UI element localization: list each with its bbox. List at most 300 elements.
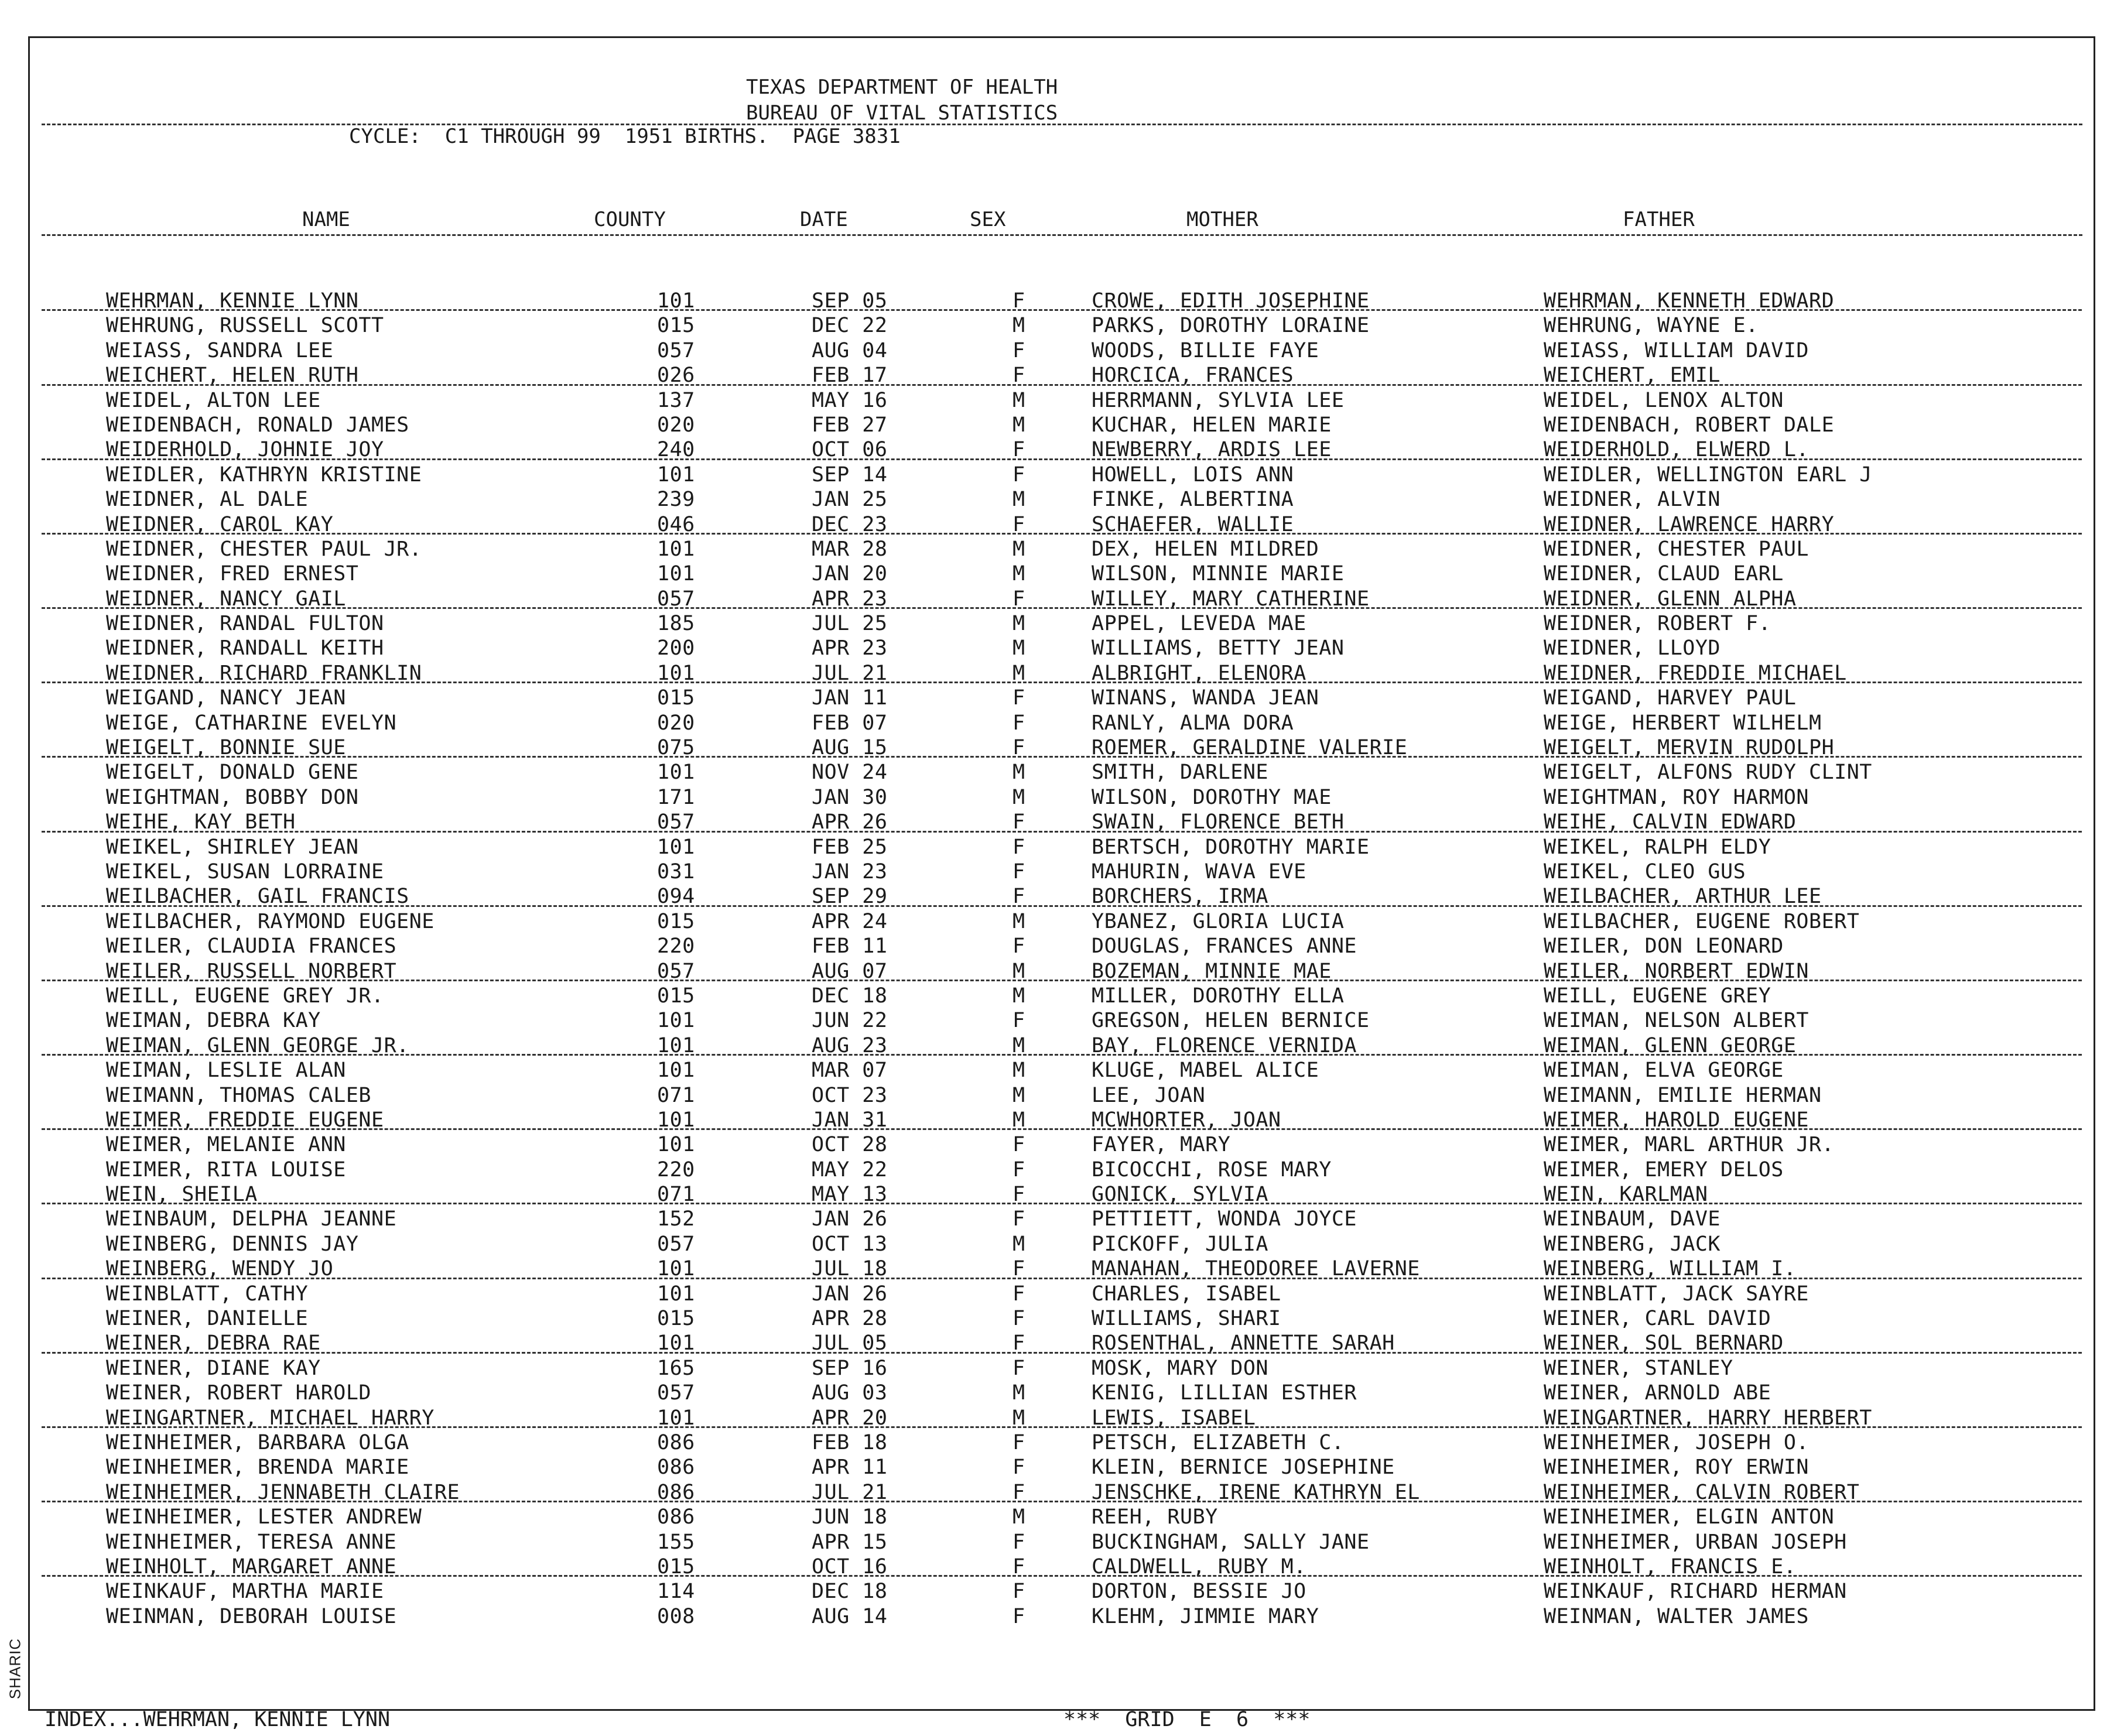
record-sex: M bbox=[1013, 1108, 1025, 1132]
record-name: WEINHEIMER, TERESA ANNE bbox=[106, 1530, 397, 1554]
record-date: JAN 20 bbox=[812, 562, 888, 586]
record-county: 171 bbox=[657, 785, 695, 809]
record-county: 086 bbox=[657, 1505, 695, 1529]
record-name: WEIMAN, GLENN GEORGE JR. bbox=[106, 1033, 409, 1057]
col-header-county: COUNTY bbox=[594, 208, 666, 231]
table-row bbox=[30, 1180, 2094, 1205]
grid-reference: *** GRID E 6 *** bbox=[1063, 1708, 1311, 1731]
record-father: WEIKEL, CLEO GUS bbox=[1544, 860, 1746, 884]
record-father: WEIN, KARLMAN bbox=[1544, 1183, 1708, 1207]
record-county: 101 bbox=[657, 537, 695, 561]
record-county: 185 bbox=[657, 612, 695, 636]
table-row bbox=[30, 1478, 2094, 1503]
record-name: WEIDNER, RANDAL FULTON bbox=[106, 612, 384, 636]
record-father: WEIDNER, ROBERT F. bbox=[1544, 612, 1771, 636]
record-sex: F bbox=[1013, 1307, 1025, 1331]
record-name: WEINER, ROBERT HAROLD bbox=[106, 1381, 372, 1405]
record-mother: SMITH, DARLENE bbox=[1092, 761, 1269, 785]
record-county: 057 bbox=[657, 810, 695, 834]
record-name: WEIDENBACH, RONALD JAMES bbox=[106, 413, 409, 437]
record-father: WEIDENBACH, ROBERT DALE bbox=[1544, 413, 1835, 437]
record-father: WEIDEL, LENOX ALTON bbox=[1544, 388, 1784, 412]
table-row bbox=[30, 1503, 2094, 1528]
record-sex: M bbox=[1013, 959, 1025, 983]
record-county: 015 bbox=[657, 984, 695, 1008]
record-name: WEINHEIMER, LESTER ANDREW bbox=[106, 1505, 422, 1529]
record-county: 101 bbox=[657, 463, 695, 487]
record-date: OCT 06 bbox=[812, 438, 888, 462]
record-father: WEINER, STANLEY bbox=[1544, 1356, 1733, 1380]
record-date: FEB 11 bbox=[812, 934, 888, 958]
record-mother: WILSON, DOROTHY MAE bbox=[1092, 785, 1332, 809]
record-county: 015 bbox=[657, 686, 695, 710]
record-county: 101 bbox=[657, 1282, 695, 1306]
record-mother: ROEMER, GERALDINE VALERIE bbox=[1092, 736, 1408, 760]
record-county: 101 bbox=[657, 1059, 695, 1083]
record-mother: ROSENTHAL, ANNETTE SARAH bbox=[1092, 1331, 1395, 1355]
record-name: WEINER, DIANE KAY bbox=[106, 1356, 321, 1380]
record-name: WEILER, RUSSELL NORBERT bbox=[106, 959, 397, 983]
record-mother: BAY, FLORENCE VERNIDA bbox=[1092, 1033, 1357, 1057]
record-date: DEC 18 bbox=[812, 1580, 888, 1604]
record-name: WEINMAN, DEBORAH LOUISE bbox=[106, 1604, 397, 1628]
table-row bbox=[30, 1032, 2094, 1056]
record-county: 015 bbox=[657, 909, 695, 933]
record-mother: APPEL, LEVEDA MAE bbox=[1092, 612, 1306, 636]
record-date: MAR 07 bbox=[812, 1059, 888, 1083]
record-sex: M bbox=[1013, 1505, 1025, 1529]
table-row bbox=[30, 361, 2094, 386]
record-mother: DEX, HELEN MILDRED bbox=[1092, 537, 1319, 561]
record-mother: SCHAEFER, WALLIE bbox=[1092, 512, 1294, 536]
record-father: WEILL, EUGENE GREY bbox=[1544, 984, 1771, 1008]
record-county: 101 bbox=[657, 1033, 695, 1057]
record-date: APR 26 bbox=[812, 810, 888, 834]
record-date: JUL 21 bbox=[812, 661, 888, 685]
record-date: APR 28 bbox=[812, 1307, 888, 1331]
record-date: APR 15 bbox=[812, 1530, 888, 1554]
record-date: JUN 22 bbox=[812, 1009, 888, 1033]
table-row bbox=[30, 411, 2094, 436]
record-mother: REEH, RUBY bbox=[1092, 1505, 1218, 1529]
record-county: 057 bbox=[657, 587, 695, 611]
record-name: WEINER, DANIELLE bbox=[106, 1307, 309, 1331]
page-number: 3831 bbox=[852, 125, 901, 148]
side-stamp bbox=[4, 1634, 27, 1704]
record-sex: F bbox=[1013, 711, 1025, 735]
table-row bbox=[30, 709, 2094, 734]
record-sex: F bbox=[1013, 885, 1025, 909]
record-father: WEINHEIMER, URBAN JOSEPH bbox=[1544, 1530, 1847, 1554]
table-row bbox=[30, 758, 2094, 783]
record-date: MAY 13 bbox=[812, 1183, 888, 1207]
record-father: WEINHEIMER, CALVIN ROBERT bbox=[1544, 1480, 1860, 1504]
record-father: WEIGHTMAN, ROY HARMON bbox=[1544, 785, 1810, 809]
table-row bbox=[30, 1156, 2094, 1180]
record-county: 114 bbox=[657, 1580, 695, 1604]
table-row bbox=[30, 1081, 2094, 1106]
record-father: WEHRUNG, WAYNE E. bbox=[1544, 314, 1759, 338]
record-date: JUL 25 bbox=[812, 612, 888, 636]
record-father: WEIMER, EMERY DELOS bbox=[1544, 1158, 1784, 1182]
record-mother: WINANS, WANDA JEAN bbox=[1092, 686, 1319, 710]
record-father: WEIGELT, MERVIN RUDOLPH bbox=[1544, 736, 1835, 760]
record-mother: DOUGLAS, FRANCES ANNE bbox=[1092, 934, 1357, 958]
table-row bbox=[30, 1453, 2094, 1478]
record-father: WEINBERG, JACK bbox=[1544, 1232, 1721, 1256]
record-county: 101 bbox=[657, 761, 695, 785]
table-row bbox=[30, 882, 2094, 907]
record-name: WEILBACHER, RAYMOND EUGENE bbox=[106, 909, 435, 933]
cycle-range: C1 THROUGH 99 bbox=[444, 125, 601, 148]
record-mother: PARKS, DOROTHY LORAINE bbox=[1092, 314, 1370, 338]
record-father: WEINER, ARNOLD ABE bbox=[1544, 1381, 1771, 1405]
record-mother: WOODS, BILLIE FAYE bbox=[1092, 338, 1319, 362]
index-line: INDEX...WEHRMAN, KENNIE LYNN bbox=[45, 1708, 391, 1731]
record-county: 155 bbox=[657, 1530, 695, 1554]
record-father: WEIDLER, WELLINGTON EARL J bbox=[1544, 463, 1872, 487]
record-name: WEIMAN, DEBRA KAY bbox=[106, 1009, 321, 1033]
record-father: WEIGELT, ALFONS RUDY CLINT bbox=[1544, 761, 1872, 785]
record-date: APR 24 bbox=[812, 909, 888, 933]
record-sex: F bbox=[1013, 1554, 1025, 1579]
record-sex: M bbox=[1013, 1381, 1025, 1405]
record-name: WEINGARTNER, MICHAEL HARRY bbox=[106, 1406, 435, 1430]
record-date: FEB 27 bbox=[812, 413, 888, 437]
record-mother: NEWBERRY, ARDIS LEE bbox=[1092, 438, 1332, 462]
record-county: 240 bbox=[657, 438, 695, 462]
record-father: WEIASS, WILLIAM DAVID bbox=[1544, 338, 1810, 362]
record-date: OCT 13 bbox=[812, 1232, 888, 1256]
record-sex: F bbox=[1013, 1009, 1025, 1033]
record-name: WEIDNER, FRED ERNEST bbox=[106, 562, 359, 586]
record-date: OCT 23 bbox=[812, 1083, 888, 1107]
record-date: AUG 03 bbox=[812, 1381, 888, 1405]
table-row bbox=[30, 1255, 2094, 1279]
record-name: WEIMER, MELANIE ANN bbox=[106, 1133, 346, 1157]
record-date: JUL 18 bbox=[812, 1257, 888, 1281]
record-mother: KLEHM, JIMMIE MARY bbox=[1092, 1604, 1319, 1628]
record-father: WEIDNER, LLOYD bbox=[1544, 636, 1721, 660]
record-county: 137 bbox=[657, 388, 695, 412]
table-row bbox=[30, 1404, 2094, 1429]
record-mother: FAYER, MARY bbox=[1092, 1133, 1231, 1157]
record-name: WEILER, CLAUDIA FRANCES bbox=[106, 934, 397, 958]
record-date: APR 23 bbox=[812, 587, 888, 611]
record-sex: F bbox=[1013, 1331, 1025, 1355]
page-frame bbox=[28, 36, 2095, 1731]
record-date: JAN 26 bbox=[812, 1207, 888, 1231]
bureau-title: BUREAU OF VITAL STATISTICS bbox=[746, 101, 1058, 125]
record-father: WEINGARTNER, HARRY HERBERT bbox=[1544, 1406, 1872, 1430]
record-date: JAN 23 bbox=[812, 860, 888, 884]
record-county: 101 bbox=[657, 835, 695, 859]
record-name: WEINKAUF, MARTHA MARIE bbox=[106, 1580, 384, 1604]
record-mother: WILLIAMS, BETTY JEAN bbox=[1092, 636, 1345, 660]
record-name: WEIDLER, KATHRYN KRISTINE bbox=[106, 463, 422, 487]
record-county: 071 bbox=[657, 1183, 695, 1207]
record-name: WEIDNER, AL DALE bbox=[106, 488, 309, 512]
record-name: WEIMER, RITA LOUISE bbox=[106, 1158, 346, 1182]
record-name: WEIKEL, SUSAN LORRAINE bbox=[106, 860, 384, 884]
record-mother: LEWIS, ISABEL bbox=[1092, 1406, 1256, 1430]
col-header-father: FATHER bbox=[1623, 208, 1695, 231]
record-name: WEINBERG, DENNIS JAY bbox=[106, 1232, 359, 1256]
record-date: DEC 18 bbox=[812, 984, 888, 1008]
record-county: 165 bbox=[657, 1356, 695, 1380]
record-name: WEINBAUM, DELPHA JEANNE bbox=[106, 1207, 397, 1231]
record-father: WEINBERG, WILLIAM I. bbox=[1544, 1257, 1797, 1281]
record-sex: F bbox=[1013, 512, 1025, 536]
record-mother: HORCICA, FRANCES bbox=[1092, 364, 1294, 388]
record-sex: M bbox=[1013, 1406, 1025, 1430]
record-mother: KENIG, LILLIAN ESTHER bbox=[1092, 1381, 1357, 1405]
record-type: 1951 BIRTHS. bbox=[624, 125, 769, 148]
record-name: WEIMER, FREDDIE EUGENE bbox=[106, 1108, 384, 1132]
record-sex: F bbox=[1013, 364, 1025, 388]
record-sex: M bbox=[1013, 612, 1025, 636]
record-name: WEIGHTMAN, BOBBY DON bbox=[106, 785, 359, 809]
table-row bbox=[30, 932, 2094, 957]
record-mother: RANLY, ALMA DORA bbox=[1092, 711, 1294, 735]
record-date: OCT 28 bbox=[812, 1133, 888, 1157]
record-sex: M bbox=[1013, 785, 1025, 809]
record-father: WEIHE, CALVIN EDWARD bbox=[1544, 810, 1797, 834]
table-row bbox=[30, 337, 2094, 361]
record-sex: M bbox=[1013, 488, 1025, 512]
record-name: WEIMANN, THOMAS CALEB bbox=[106, 1083, 372, 1107]
record-date: AUG 14 bbox=[812, 1604, 888, 1628]
record-father: WEINHEIMER, JOSEPH O. bbox=[1544, 1430, 1810, 1454]
record-name: WEIDERHOLD, JOHNIE JOY bbox=[106, 438, 384, 462]
record-county: 086 bbox=[657, 1456, 695, 1480]
record-name: WEINBERG, WENDY JO bbox=[106, 1257, 334, 1281]
record-father: WEIDNER, FREDDIE MICHAEL bbox=[1544, 661, 1847, 685]
record-county: 026 bbox=[657, 364, 695, 388]
record-father: WEIMAN, ELVA GEORGE bbox=[1544, 1059, 1784, 1083]
record-father: WEINER, SOL BERNARD bbox=[1544, 1331, 1784, 1355]
table-row bbox=[30, 833, 2094, 858]
record-date: JUL 05 bbox=[812, 1331, 888, 1355]
record-name: WEINER, DEBRA RAE bbox=[106, 1331, 321, 1355]
record-sex: F bbox=[1013, 1133, 1025, 1157]
record-sex: F bbox=[1013, 1282, 1025, 1306]
table-row bbox=[30, 1577, 2094, 1602]
record-mother: GONICK, SYLVIA bbox=[1092, 1183, 1269, 1207]
record-sex: F bbox=[1013, 1257, 1025, 1281]
record-date: AUG 04 bbox=[812, 338, 888, 362]
record-sex: F bbox=[1013, 438, 1025, 462]
record-mother: CROWE, EDITH JOSEPHINE bbox=[1092, 289, 1370, 313]
table-row bbox=[30, 957, 2094, 982]
record-father: WEILER, NORBERT EDWIN bbox=[1544, 959, 1810, 983]
record-name: WEIDNER, NANCY GAIL bbox=[106, 587, 346, 611]
record-mother: YBANEZ, GLORIA LUCIA bbox=[1092, 909, 1345, 933]
record-date: FEB 18 bbox=[812, 1430, 888, 1454]
record-sex: F bbox=[1013, 1207, 1025, 1231]
table-row bbox=[30, 1603, 2094, 1627]
record-name: WEIGELT, BONNIE SUE bbox=[106, 736, 346, 760]
record-date: AUG 23 bbox=[812, 1033, 888, 1057]
record-sex: F bbox=[1013, 1480, 1025, 1504]
record-mother: BORCHERS, IRMA bbox=[1092, 885, 1269, 909]
cycle-line bbox=[349, 125, 901, 148]
record-mother: KUCHAR, HELEN MARIE bbox=[1092, 413, 1332, 437]
record-name: WEIDNER, CHESTER PAUL JR. bbox=[106, 537, 422, 561]
table-row bbox=[30, 1230, 2094, 1255]
record-father: WEINBAUM, DAVE bbox=[1544, 1207, 1721, 1231]
record-date: MAY 22 bbox=[812, 1158, 888, 1182]
record-mother: SWAIN, FLORENCE BETH bbox=[1092, 810, 1345, 834]
record-name: WEIMAN, LESLIE ALAN bbox=[106, 1059, 346, 1083]
record-sex: F bbox=[1013, 1604, 1025, 1628]
record-sex: M bbox=[1013, 909, 1025, 933]
record-sex: F bbox=[1013, 1580, 1025, 1604]
record-sex: F bbox=[1013, 860, 1025, 884]
record-county: 071 bbox=[657, 1083, 695, 1107]
record-name: WEIDNER, CAROL KAY bbox=[106, 512, 334, 536]
table-row bbox=[30, 1304, 2094, 1329]
table-row bbox=[30, 783, 2094, 808]
record-father: WEIDNER, GLENN ALPHA bbox=[1544, 587, 1797, 611]
col-header-mother: MOTHER bbox=[1186, 208, 1258, 231]
record-date: JAN 26 bbox=[812, 1282, 888, 1306]
record-sex: M bbox=[1013, 1232, 1025, 1256]
record-mother: DORTON, BESSIE JO bbox=[1092, 1580, 1306, 1604]
column-header-rule bbox=[42, 234, 2082, 236]
record-county: 220 bbox=[657, 1158, 695, 1182]
record-father: WEIDNER, CLAUD EARL bbox=[1544, 562, 1784, 586]
record-date: JUN 18 bbox=[812, 1505, 888, 1529]
table-row bbox=[30, 1106, 2094, 1131]
record-sex: F bbox=[1013, 1456, 1025, 1480]
record-mother: ALBRIGHT, ELENORA bbox=[1092, 661, 1306, 685]
table-row bbox=[30, 659, 2094, 684]
record-mother: WILLIAMS, SHARI bbox=[1092, 1307, 1281, 1331]
record-father: WEINKAUF, RICHARD HERMAN bbox=[1544, 1580, 1847, 1604]
record-father: WEHRMAN, KENNETH EDWARD bbox=[1544, 289, 1835, 313]
record-date: JUL 21 bbox=[812, 1480, 888, 1504]
record-county: 101 bbox=[657, 1257, 695, 1281]
record-date: MAR 28 bbox=[812, 537, 888, 561]
record-sex: M bbox=[1013, 1033, 1025, 1057]
record-sex: F bbox=[1013, 835, 1025, 859]
agency-title: TEXAS DEPARTMENT OF HEALTH bbox=[746, 76, 1058, 99]
record-date: AUG 07 bbox=[812, 959, 888, 983]
table-row bbox=[30, 1280, 2094, 1304]
record-county: 057 bbox=[657, 1381, 695, 1405]
table-row bbox=[30, 560, 2094, 584]
record-name: WEIN, SHEILA bbox=[106, 1183, 258, 1207]
record-date: FEB 25 bbox=[812, 835, 888, 859]
table-row bbox=[30, 1429, 2094, 1453]
table-row bbox=[30, 1354, 2094, 1379]
record-mother: MCWHORTER, JOAN bbox=[1092, 1108, 1281, 1132]
record-name: WEIGELT, DONALD GENE bbox=[106, 761, 359, 785]
record-name: WEILL, EUGENE GREY JR. bbox=[106, 984, 384, 1008]
record-name: WEINHEIMER, JENNABETH CLAIRE bbox=[106, 1480, 460, 1504]
record-sex: F bbox=[1013, 338, 1025, 362]
record-mother: MAHURIN, WAVA EVE bbox=[1092, 860, 1306, 884]
table-row bbox=[30, 1006, 2094, 1031]
record-date: JAN 30 bbox=[812, 785, 888, 809]
table-row bbox=[30, 535, 2094, 560]
record-county: 057 bbox=[657, 1232, 695, 1256]
table-row bbox=[30, 1553, 2094, 1577]
cycle-label: CYCLE: bbox=[349, 125, 421, 148]
record-county: 200 bbox=[657, 636, 695, 660]
record-name: WEIKEL, SHIRLEY JEAN bbox=[106, 835, 359, 859]
record-sex: F bbox=[1013, 934, 1025, 958]
record-date: APR 23 bbox=[812, 636, 888, 660]
table-row bbox=[30, 1528, 2094, 1553]
record-date: SEP 16 bbox=[812, 1356, 888, 1380]
record-father: WEINHEIMER, ELGIN ANTON bbox=[1544, 1505, 1835, 1529]
table-row bbox=[30, 908, 2094, 932]
table-row bbox=[30, 808, 2094, 833]
table-row bbox=[30, 485, 2094, 510]
table-row bbox=[30, 610, 2094, 634]
record-mother: PICKOFF, JULIA bbox=[1092, 1232, 1269, 1256]
table-row bbox=[30, 287, 2094, 311]
record-name: WEIDEL, ALTON LEE bbox=[106, 388, 321, 412]
record-name: WEILBACHER, GAIL FRANCIS bbox=[106, 885, 409, 909]
record-county: 101 bbox=[657, 289, 695, 313]
record-county: 220 bbox=[657, 934, 695, 958]
record-name: WEIGAND, NANCY JEAN bbox=[106, 686, 346, 710]
record-mother: KLUGE, MABEL ALICE bbox=[1092, 1059, 1319, 1083]
table-row bbox=[30, 1379, 2094, 1403]
record-county: 152 bbox=[657, 1207, 695, 1231]
record-mother: BUCKINGHAM, SALLY JANE bbox=[1092, 1530, 1370, 1554]
record-date: NOV 24 bbox=[812, 761, 888, 785]
record-father: WEIMER, HAROLD EUGENE bbox=[1544, 1108, 1810, 1132]
record-sex: M bbox=[1013, 636, 1025, 660]
record-county: 057 bbox=[657, 338, 695, 362]
record-county: 101 bbox=[657, 1009, 695, 1033]
record-mother: GREGSON, HELEN BERNICE bbox=[1092, 1009, 1370, 1033]
record-mother: MANAHAN, THEODOREE LAVERNE bbox=[1092, 1257, 1420, 1281]
record-name: WEIGE, CATHARINE EVELYN bbox=[106, 711, 397, 735]
record-county: 015 bbox=[657, 1554, 695, 1579]
record-father: WEINHEIMER, ROY ERWIN bbox=[1544, 1456, 1810, 1480]
col-header-date: DATE bbox=[800, 208, 848, 231]
table-row bbox=[30, 1329, 2094, 1354]
record-county: 086 bbox=[657, 1430, 695, 1454]
record-county: 239 bbox=[657, 488, 695, 512]
record-mother: WILLEY, MARY CATHERINE bbox=[1092, 587, 1370, 611]
record-county: 008 bbox=[657, 1604, 695, 1628]
record-name: WEIHE, KAY BETH bbox=[106, 810, 296, 834]
record-county: 015 bbox=[657, 314, 695, 338]
record-name: WEHRMAN, KENNIE LYNN bbox=[106, 289, 359, 313]
record-county: 094 bbox=[657, 885, 695, 909]
record-sex: F bbox=[1013, 289, 1025, 313]
record-date: MAY 16 bbox=[812, 388, 888, 412]
table-row bbox=[30, 511, 2094, 535]
side-stamp-text: SHARIC bbox=[6, 1638, 24, 1700]
col-header-sex: SEX bbox=[970, 208, 1006, 231]
record-sex: F bbox=[1013, 686, 1025, 710]
record-sex: M bbox=[1013, 314, 1025, 338]
record-mother: PETTIETT, WONDA JOYCE bbox=[1092, 1207, 1357, 1231]
table-row bbox=[30, 585, 2094, 610]
record-date: SEP 29 bbox=[812, 885, 888, 909]
col-header-name: NAME bbox=[302, 208, 350, 231]
record-name: WEHRUNG, RUSSELL SCOTT bbox=[106, 314, 384, 338]
record-sex: M bbox=[1013, 1083, 1025, 1107]
record-sex: M bbox=[1013, 413, 1025, 437]
